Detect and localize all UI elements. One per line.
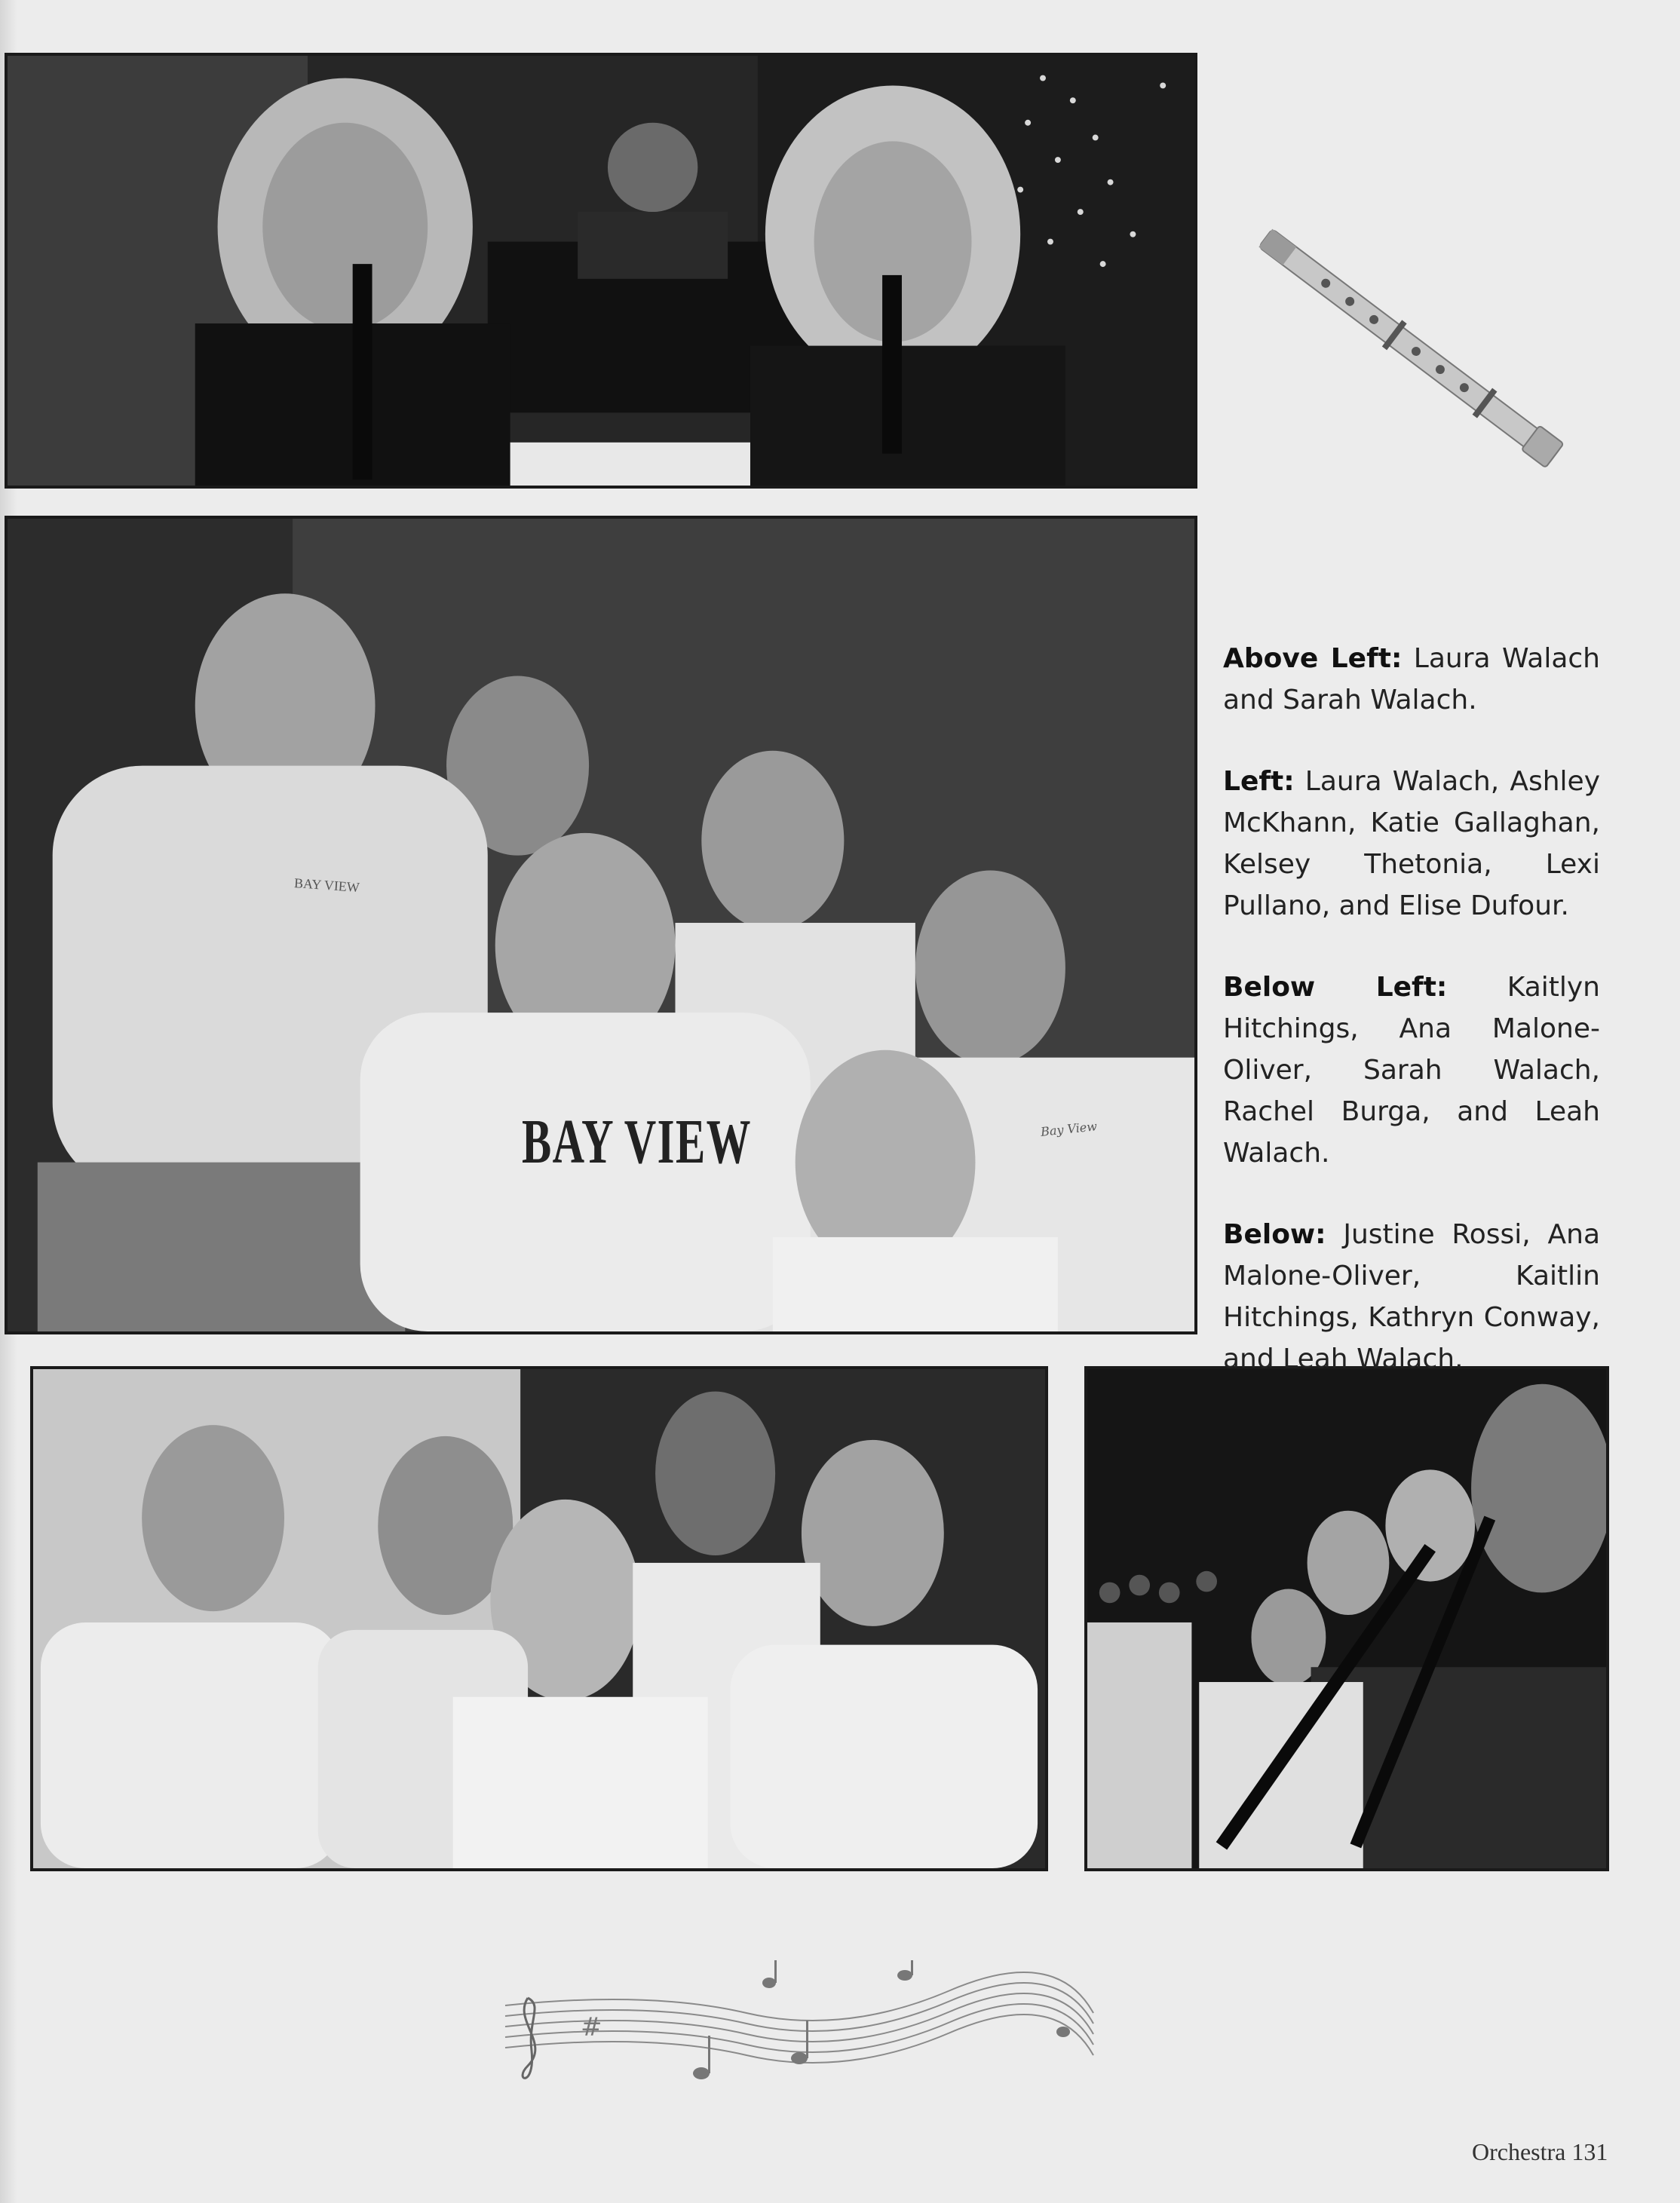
caption-label: Below Left:	[1223, 972, 1448, 1003]
caption-above-left	[1223, 638, 1600, 721]
music-staff-illustration	[498, 1960, 1101, 2096]
caption-below	[1223, 1214, 1600, 1380]
svg-text:#: #	[581, 2012, 602, 2042]
caption-text: Laura Walach, Ashley McKhann, Katie Gallaghan, Kelsey Thetonia, Lexi Pullano, and Elise Dufour.	[1223, 766, 1600, 921]
caption-text: Laura Walach and Sarah Walach.	[1223, 643, 1600, 715]
caption-text: Kaitlyn Hitchings, Ana Malone-Oliver, Sarah Walach, Rachel Burga, and Leah Walach.	[1223, 972, 1600, 1169]
sweatshirt-print-center: BAY VIEW	[522, 1107, 752, 1177]
caption-below-left	[1223, 967, 1600, 1174]
caption-label: Left:	[1223, 766, 1295, 797]
folio-page-number: 131	[1571, 2138, 1608, 2165]
caption-label: Above Left:	[1223, 643, 1403, 674]
shirt-script-print: Bay View	[1040, 1119, 1098, 1139]
photo-above-left	[5, 53, 1197, 489]
caption-label: Below:	[1223, 1219, 1326, 1250]
sweatshirt-print-left: BAY VIEW	[293, 875, 360, 896]
photo-below	[1084, 1366, 1609, 1871]
caption-text: Justine Rossi, Ana Malone-Oliver, Kaitlin Hitchings, Kathryn Conway, and Leah Walach.	[1223, 1219, 1600, 1374]
photo-below-left	[30, 1366, 1048, 1871]
caption-left	[1223, 761, 1600, 927]
page-folio	[1472, 2138, 1608, 2166]
folio-section: Orchestra	[1472, 2138, 1566, 2165]
clarinet-illustration	[1244, 196, 1576, 498]
photo-left-group	[5, 516, 1197, 1334]
caption-block	[1223, 638, 1600, 1420]
